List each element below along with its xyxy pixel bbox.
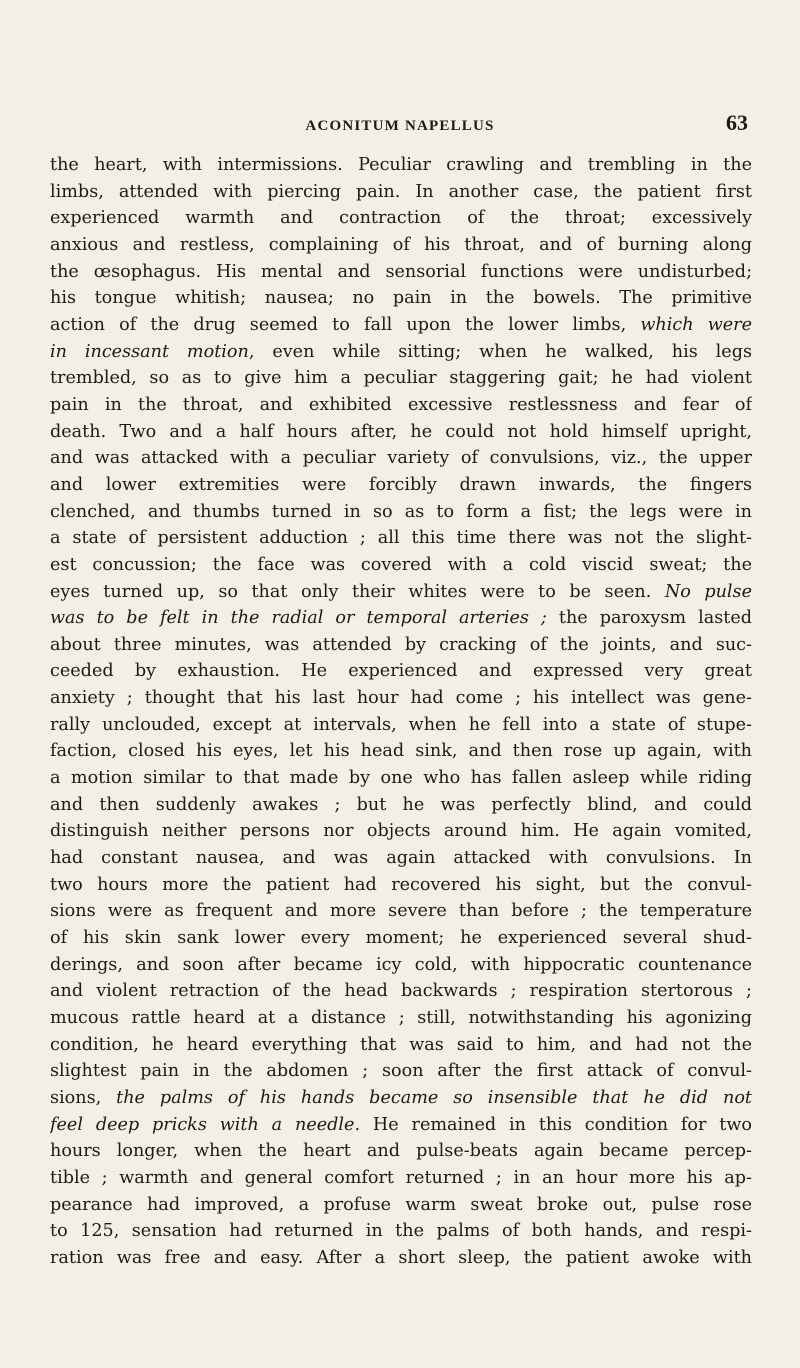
text-run: two hours more the patient had recovered his sight, but the convul-	[50, 874, 752, 895]
text-line	[50, 1058, 752, 1085]
text-run: derings, and soon after became icy cold, with hippocratic countenance	[50, 954, 752, 975]
text-run: a state of persistent adduction ; all this time there was not the slight-	[50, 528, 752, 549]
text-run: pearance had improved, a profuse warm sweat broke out, pulse rose	[50, 1194, 752, 1215]
text-run: of his skin sank lower every moment; he experienced several shud-	[50, 928, 752, 949]
text-line	[50, 712, 752, 739]
text-run: slightest pain in the abdomen ; soon after the first attack of convul-	[50, 1061, 752, 1082]
text-run: and lower extremities were forcibly drawn inwards, the fingers	[50, 474, 752, 495]
italic-run: No pulse	[664, 581, 752, 602]
text-line	[50, 1192, 752, 1219]
text-run: ration was free and easy. After a short sleep, the patient awoke with	[50, 1247, 752, 1268]
text-line	[50, 685, 752, 712]
italic-run: feel deep pricks with a needle.	[50, 1114, 361, 1135]
text-run: mucous rattle heard at a distance ; still, notwithstanding his agonizing	[50, 1008, 752, 1028]
text-run: rally unclouded, except at intervals, when he fell into a state of stupe-	[50, 714, 752, 735]
text-run: his tongue whitish; nausea; no pain in the bowels. The primitive	[50, 288, 752, 309]
text-line	[50, 1245, 752, 1272]
text-line	[50, 765, 752, 792]
text-run: trembled, so as to give him a peculiar staggering gait; he had violent	[50, 368, 752, 389]
text-run: anxious and restless, complaining of his throat, and of burning along	[50, 234, 752, 255]
text-line	[50, 365, 752, 392]
text-line	[50, 392, 752, 419]
text-run: hours longer, when the heart and pulse-beats again became percep-	[50, 1141, 752, 1162]
text-run: and then suddenly awakes ; but he was perfectly blind, and could	[50, 794, 752, 815]
text-line	[50, 1165, 752, 1192]
text-run: to 125, sensation had returned in the palms of both hands, and respi-	[50, 1221, 752, 1242]
text-line	[50, 1138, 752, 1165]
text-line	[50, 1085, 752, 1112]
text-line	[50, 898, 752, 925]
text-run: tible ; warmth and general comfort returned ; in an hour more his ap-	[50, 1167, 752, 1188]
text-line	[50, 978, 752, 1005]
text-line	[50, 499, 752, 526]
text-run: ceeded by exhaustion. He experienced and expressed very great	[50, 661, 752, 682]
text-run: action of the drug seemed to fall upon the lower limbs,	[50, 314, 641, 335]
text-line	[50, 419, 752, 446]
text-line	[50, 205, 752, 232]
text-line	[50, 312, 752, 339]
italic-run: in incessant motion	[50, 341, 249, 362]
text-line	[50, 552, 752, 579]
text-run: the heart, with intermissions. Peculiar crawling and trembling in the	[50, 155, 752, 175]
text-run: the paroxysm lasted	[546, 608, 752, 629]
text-line	[50, 179, 752, 206]
text-run: eyes turned up, so that only their whites were to be seen.	[50, 581, 665, 602]
text-run: pain in the throat, and exhibited excessive restlessness and fear of	[50, 394, 752, 415]
text-run: condition, he heard everything that was said to him, and had not the	[50, 1034, 752, 1055]
text-line	[50, 738, 752, 765]
text-run: experienced warmth and contraction of the throat; excessively	[50, 208, 752, 229]
text-line	[50, 259, 752, 286]
text-run: sions,	[50, 1087, 117, 1108]
text-run: sions were as frequent and more severe than before ; the temperature	[50, 901, 752, 922]
text-line	[50, 1005, 752, 1032]
text-run: a motion similar to that made by one who has fallen asleep while riding	[50, 768, 752, 789]
text-line	[50, 605, 752, 632]
running-head	[0, 110, 800, 142]
text-line	[50, 818, 752, 845]
text-line	[50, 285, 752, 312]
text-line	[50, 1032, 752, 1059]
text-line	[50, 579, 752, 606]
running-title: ACONITUM NAPELLUS	[305, 118, 495, 134]
text-line	[50, 872, 752, 899]
body-text	[50, 152, 752, 1272]
text-line	[50, 952, 752, 979]
italic-run: was to be felt in the radial or temporal arteries ;	[50, 608, 547, 629]
text-line	[50, 232, 752, 259]
text-run: faction, closed his eyes, let his head sink, and then rose up again, with	[50, 741, 752, 762]
text-run: He remained in this condition for two	[360, 1114, 752, 1135]
text-line	[50, 658, 752, 685]
text-line	[50, 1112, 752, 1139]
text-run: and was attacked with a peculiar variety of convulsions, viz., the upper	[50, 448, 752, 469]
text-run: had constant nausea, and was again attacked with convulsions. In	[50, 848, 752, 869]
page-number: 63	[726, 110, 748, 135]
text-run: about three minutes, was attended by cracking of the joints, and suc-	[50, 634, 752, 655]
text-run: est concussion; the face was covered with a cold viscid sweat; the	[50, 554, 752, 575]
text-line	[50, 152, 752, 179]
text-run: , even while sitting; when he walked, his legs	[248, 341, 752, 362]
text-line	[50, 1218, 752, 1245]
text-line	[50, 845, 752, 872]
text-run: the œsophagus. His mental and sensorial functions were undisturbed;	[50, 261, 752, 282]
text-run: distinguish neither persons nor objects around him. He again vomited,	[50, 821, 752, 842]
text-line	[50, 525, 752, 552]
text-run: and violent retraction of the head backwards ; respiration stertorous ;	[50, 981, 752, 1002]
text-run: death. Two and a half hours after, he could not hold himself upright,	[50, 421, 752, 442]
text-run: anxiety ; thought that his last hour had come ; his intellect was gene-	[50, 688, 752, 709]
text-line	[50, 472, 752, 499]
text-run: clenched, and thumbs turned in so as to form a fist; the legs were in	[50, 501, 752, 522]
text-run: limbs, attended with piercing pain. In another case, the patient first	[50, 181, 752, 202]
text-line	[50, 632, 752, 659]
text-line	[50, 792, 752, 819]
italic-run: the palms of his hands became so insensible that he did not	[116, 1087, 752, 1108]
text-line	[50, 445, 752, 472]
italic-run: which were	[640, 314, 752, 335]
text-line	[50, 925, 752, 952]
text-line	[50, 339, 752, 366]
